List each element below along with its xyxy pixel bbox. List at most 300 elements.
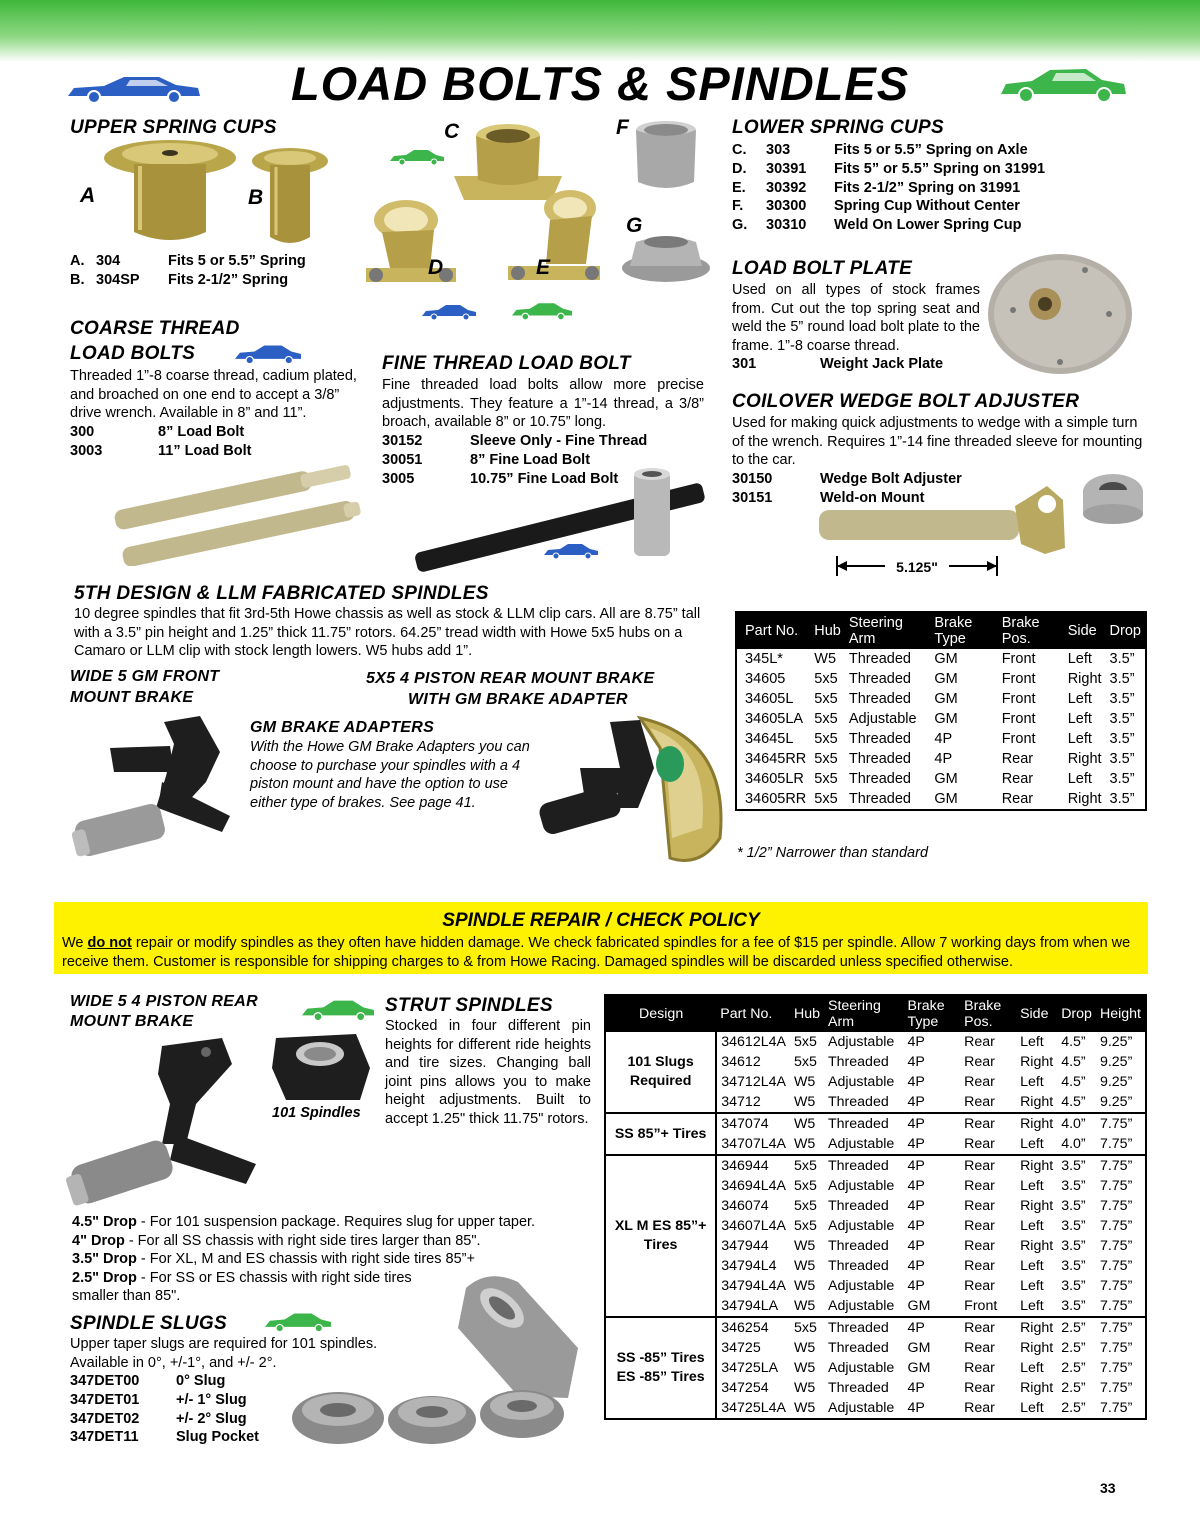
table-cell: Front	[1001, 711, 1036, 727]
spindle-slugs-photo	[288, 1268, 598, 1468]
table-cell: 345L*	[745, 651, 783, 667]
table-cell: 4P	[907, 1178, 925, 1194]
table-cell: 5x5	[814, 751, 838, 767]
table-cell: Rear	[964, 1074, 995, 1090]
table-cell: 34612L4A	[721, 1034, 786, 1050]
table-cell: 2.5”	[1061, 1340, 1086, 1356]
table-cell: 34725LA	[721, 1360, 779, 1376]
design-group-cell: XL M ES 85”+ Tires	[605, 1155, 716, 1317]
blue-race-car-icon	[540, 542, 602, 560]
table-cell: Threaded	[848, 651, 911, 667]
table-cell: 34794L4	[721, 1258, 777, 1274]
table-cell: Rear	[1001, 751, 1034, 767]
column-header: Drop	[1106, 612, 1146, 649]
load-bolt-plate-heading: LOAD BOLT PLATE	[732, 258, 913, 279]
table-cell: Right	[1020, 1380, 1054, 1396]
table-row	[736, 789, 1146, 810]
table-cell: 4P	[904, 1317, 961, 1338]
load-bolt-plate-photo	[985, 250, 1135, 375]
footnote: * 1/2” Narrower than standard	[737, 845, 929, 861]
table-cell: 3.5”	[1109, 671, 1135, 687]
table-cell: 3.5”	[1061, 1178, 1086, 1194]
label-e: E	[536, 256, 551, 279]
blue-race-car-icon	[228, 343, 308, 365]
table-cell: 4P	[904, 1155, 961, 1176]
table-cell: 4P	[907, 1380, 925, 1396]
policy-text-body: repair or modify spindles as they often have hidden damage. We check fabricated spindles for a fee of $15 per spindle. Allow 7 working days from when we receive them. Customer is responsible for shipping charges to & from Howe Racing. Damaged spindles will be discarded unless specified otherwise.	[62, 935, 1131, 970]
table-cell: 34794LA	[721, 1298, 779, 1314]
label-f: F	[616, 116, 629, 139]
table-cell: Rear	[964, 1034, 995, 1050]
table-cell: 346254	[716, 1317, 790, 1338]
table-cell: Threaded	[848, 791, 911, 807]
lower-cups-list	[732, 141, 1045, 235]
table-cell: 5x5	[814, 731, 838, 747]
repair-policy-box	[54, 902, 1148, 974]
table-cell: Left	[1020, 1400, 1044, 1416]
wide5-4piston-heading: WIDE 5 4 PISTON REAR	[70, 993, 258, 1010]
table-cell: Adjustable	[828, 1074, 895, 1090]
table-cell: Right	[1067, 791, 1102, 807]
table-cell: Right	[1020, 1198, 1054, 1214]
table-cell: 5x5	[793, 1198, 817, 1214]
table-cell: W5	[793, 1400, 816, 1416]
load-bolts-heading: LOAD BOLTS	[70, 343, 196, 364]
table-cell: 3.5”	[1057, 1155, 1096, 1176]
table-cell: W5	[793, 1298, 816, 1314]
table-cell: 7.75”	[1099, 1278, 1133, 1294]
list-item: 347DET11 Slug Pocket	[70, 1429, 259, 1446]
table-cell: Left	[1020, 1218, 1044, 1234]
wedge-bolt-adjuster-photo	[815, 460, 1155, 580]
table-cell: GM	[934, 671, 958, 687]
table-cell: Threaded	[824, 1317, 904, 1338]
table-cell: 9.25”	[1099, 1094, 1133, 1110]
strut-spindle-photo	[66, 1034, 266, 1214]
table-cell: 2.5”	[1061, 1360, 1086, 1376]
green-race-car-icon	[298, 998, 378, 1022]
load-bolt-plate-list	[732, 355, 943, 374]
table-cell: 2.5”	[1061, 1380, 1086, 1396]
table-cell: 5x5	[793, 1218, 817, 1234]
table-cell: 3.5”	[1061, 1258, 1086, 1274]
list-item: 4.5" Drop - For 101 suspension package. Requires slug for upper taper.	[72, 1214, 536, 1230]
table-cell: Rear	[964, 1136, 995, 1152]
table-cell: Rear	[1001, 791, 1034, 807]
column-header: Part No.	[736, 612, 810, 649]
table-cell: 34605	[745, 671, 786, 687]
table-cell: 2.5”	[1057, 1317, 1096, 1338]
list-item: C. 303 Fits 5 or 5.5” Spring on Axle	[732, 142, 1028, 158]
table-cell: 4P	[907, 1054, 925, 1070]
table-cell: 5x5	[814, 691, 838, 707]
table-cell: 5x5	[814, 771, 838, 787]
list-item: smaller than 85".	[72, 1288, 181, 1304]
fabricated-spindles-heading: 5TH DESIGN & LLM FABRICATED SPINDLES	[74, 583, 489, 604]
column-header: Hub	[790, 995, 824, 1032]
table-cell: Right	[1016, 1317, 1057, 1338]
inset-label: 101 Spindles	[272, 1105, 361, 1121]
table-cell: Threaded	[828, 1054, 889, 1070]
spindle-slugs-heading: SPINDLE SLUGS	[70, 1313, 227, 1334]
table-cell: Threaded	[828, 1094, 889, 1110]
table-cell: 3.5”	[1061, 1218, 1086, 1234]
list-item: 300 8” Load Bolt	[70, 424, 245, 440]
table-cell: Left	[1020, 1258, 1044, 1274]
table-cell: Adjustable	[848, 711, 917, 727]
upper-spring-cups-heading: UPPER SPRING CUPS	[70, 117, 277, 138]
table-cell: 4P	[907, 1218, 925, 1234]
wide5-gm-heading: WIDE 5 GM FRONT	[70, 668, 220, 685]
table-cell: Rear	[964, 1218, 995, 1234]
table-cell: Left	[1067, 691, 1092, 707]
table-cell: W5	[790, 1113, 824, 1134]
table-cell: Adjustable	[828, 1360, 895, 1376]
table-cell: Front	[964, 1298, 998, 1314]
coilover-heading: COILOVER WEDGE BOLT ADJUSTER	[732, 391, 1080, 412]
rear-mount-spindle-photo	[520, 708, 730, 872]
table-row	[605, 1113, 1146, 1134]
table-cell: Left	[1067, 771, 1092, 787]
table-cell: 34645L	[745, 731, 794, 747]
list-item: 3003 11” Load Bolt	[70, 442, 252, 459]
table-cell: 347254	[721, 1380, 769, 1396]
table-row	[605, 1155, 1146, 1176]
list-item: 30151 Weld-on Mount	[732, 489, 925, 506]
table-cell: 4P	[907, 1198, 925, 1214]
table-cell: 9.25”	[1099, 1034, 1133, 1050]
green-race-car-icon	[388, 148, 446, 166]
gm-brake-adapters-text: With the Howe GM Brake Adapters you can choose to purchase your spindles with a 4 piston mount and have the option to use either type of brakes. See page 41.	[250, 739, 530, 811]
table-cell: 3.5”	[1109, 751, 1135, 767]
column-header: Side	[1016, 995, 1057, 1032]
table-cell: 34605RR	[745, 791, 807, 807]
list-item: 30152 Sleeve Only - Fine Thread	[382, 433, 648, 449]
strut-spindles-table-body	[605, 1032, 1146, 1419]
table-cell: 34612	[721, 1054, 761, 1070]
table-cell: GM	[907, 1298, 931, 1314]
101-spindle-inset-photo	[266, 1028, 376, 1106]
table-cell: 4P	[907, 1034, 925, 1050]
table-cell: Rear	[964, 1400, 995, 1416]
table-cell: Rear	[964, 1198, 995, 1214]
table-cell: Left	[1020, 1074, 1044, 1090]
table-cell: 3.5”	[1109, 691, 1135, 707]
table-cell: 7.75”	[1099, 1400, 1133, 1416]
table-cell: Adjustable	[828, 1034, 895, 1050]
list-item: B. 304SP Fits 2-1/2” Spring	[70, 271, 289, 288]
table-cell: 9.25”	[1099, 1054, 1133, 1070]
table-cell: GM	[934, 791, 958, 807]
table-cell: 3.5”	[1109, 771, 1135, 787]
list-item: 30051 8” Fine Load Bolt	[382, 451, 591, 468]
table-row	[736, 769, 1146, 789]
spring-cup-f-photo	[630, 118, 702, 198]
table-cell: W5	[793, 1074, 816, 1090]
column-header: Steering Arm	[845, 612, 931, 649]
table-cell: Threaded	[824, 1113, 904, 1134]
table-cell: 7.75”	[1099, 1218, 1133, 1234]
design-group-cell: 101 Slugs Required	[605, 1032, 716, 1113]
table-cell: Rear	[964, 1054, 995, 1070]
list-item: 3005 10.75” Fine Load Bolt	[382, 470, 619, 487]
table-cell: 4P	[907, 1074, 925, 1090]
column-header: Part No.	[716, 995, 790, 1032]
list-item: 4" Drop - For all SS chassis with right side tires larger than 85".	[72, 1232, 481, 1249]
rear-mount-heading-2: WITH GM BRAKE ADAPTER	[408, 691, 628, 708]
fabricated-spindles-table	[735, 611, 1147, 811]
table-cell: 4P	[907, 1400, 925, 1416]
table-cell: 3.5”	[1061, 1198, 1086, 1214]
table-cell: 5x5	[793, 1034, 817, 1050]
table-cell: Rear	[964, 1258, 995, 1274]
table-cell: Right	[1020, 1054, 1054, 1070]
column-header: Brake Pos.	[998, 612, 1064, 649]
table-cell: Adjustable	[828, 1298, 895, 1314]
table-cell: Left	[1020, 1298, 1044, 1314]
strut-spindles-heading: STRUT SPINDLES	[385, 995, 553, 1016]
table-row	[736, 729, 1146, 749]
table-cell: Adjustable	[828, 1218, 895, 1234]
table-cell: Rear	[960, 1113, 1016, 1134]
table-cell: Rear	[1001, 771, 1034, 787]
table-cell: 4P	[904, 1113, 961, 1134]
list-item: 301 Weight Jack Plate	[732, 356, 944, 372]
list-item: 30150 Wedge Bolt Adjuster	[732, 471, 962, 487]
table-row	[736, 749, 1146, 769]
column-header: Brake Type	[904, 995, 961, 1032]
table-cell: Right	[1020, 1094, 1054, 1110]
table-cell: 4.5”	[1061, 1054, 1086, 1070]
table-cell: Left	[1067, 711, 1092, 727]
list-item: 347DET02 +/- 2° Slug	[70, 1410, 247, 1427]
table-cell: 7.75”	[1096, 1317, 1146, 1338]
table-cell: Left	[1067, 651, 1092, 667]
coarse-thread-heading: COARSE THREAD	[70, 318, 240, 339]
table-cell: Front	[1001, 691, 1036, 707]
lower-spring-cup-d-photo	[356, 190, 466, 300]
table-cell: Right	[1020, 1340, 1054, 1356]
design-group-cell: SS -85” Tires ES -85” Tires	[605, 1317, 716, 1419]
table-cell: 3.5”	[1109, 711, 1135, 727]
label-c: C	[444, 120, 460, 143]
table-cell: 3.5”	[1061, 1238, 1086, 1254]
table-cell: Rear	[964, 1178, 995, 1194]
table-cell: W5	[793, 1380, 816, 1396]
table-cell: 3.5”	[1061, 1298, 1086, 1314]
table-cell: Adjustable	[828, 1178, 895, 1194]
table-cell: 346944	[716, 1155, 790, 1176]
table-cell: 7.75”	[1096, 1113, 1146, 1134]
table-cell: 4.0”	[1061, 1136, 1086, 1152]
blue-race-car-icon	[420, 303, 478, 321]
table-cell: GM	[934, 691, 958, 707]
table-cell: Left	[1020, 1136, 1044, 1152]
column-header: Brake Pos.	[960, 995, 1016, 1032]
column-header: Hub	[810, 612, 845, 649]
table-cell: Rear	[964, 1278, 995, 1294]
table-cell: 5x5	[814, 791, 838, 807]
table-cell: 34645RR	[745, 751, 807, 767]
table-cell: Left	[1020, 1360, 1044, 1376]
table-cell: 5x5	[793, 1178, 817, 1194]
table-cell: 5x5	[793, 1054, 817, 1070]
table-cell: 34607L4A	[721, 1218, 786, 1234]
upper-spring-cup-a-photo	[100, 136, 240, 248]
table-cell: 34725L4A	[721, 1400, 786, 1416]
list-item: D. 30391 Fits 5” or 5.5” Spring on 31991	[732, 160, 1046, 177]
table-cell: Threaded	[848, 691, 911, 707]
coilover-text: Used for making quick adjustments to wedge with a simple turn of the wrench. Requires 1”-14 fine threaded sleeve for mounting to the car.	[732, 415, 1143, 468]
table-cell: Adjustable	[828, 1136, 895, 1152]
list-item: E. 30392 Fits 2-1/2” Spring on 31991	[732, 179, 1021, 196]
table-cell: Adjustable	[828, 1400, 895, 1416]
table-row	[736, 709, 1146, 729]
table-cell: 9.25”	[1099, 1074, 1133, 1090]
table-cell: Left	[1020, 1278, 1044, 1294]
upper-cups-list	[70, 252, 306, 290]
column-header: Brake Type	[930, 612, 997, 649]
table-cell: 4.5”	[1061, 1034, 1086, 1050]
load-bolt-plate-text: Used on all types of stock frames from. Cut out the top spring seat and weld the 5” round load bolt plate to the frame. 1”-8 coarse thread.	[732, 282, 980, 354]
table-cell: 34707L4A	[721, 1136, 786, 1152]
table-cell: Threaded	[828, 1238, 889, 1254]
table-cell: Threaded	[848, 731, 911, 747]
column-header: Side	[1064, 612, 1106, 649]
table-cell: Adjustable	[828, 1278, 895, 1294]
table-cell: 34605L	[745, 691, 794, 707]
table-cell: 34605LA	[745, 711, 804, 727]
fine-thread-heading: FINE THREAD LOAD BOLT	[382, 353, 631, 374]
wide5-4piston-heading-2: MOUNT BRAKE	[70, 1013, 194, 1030]
table-cell: 4.0”	[1057, 1113, 1096, 1134]
table-cell: 34605LR	[745, 771, 804, 787]
spindle-slugs-list	[70, 1372, 259, 1447]
table-cell: Rear	[964, 1360, 995, 1376]
table-cell: 7.75”	[1099, 1340, 1133, 1356]
table-cell: GM	[907, 1340, 931, 1356]
rear-mount-heading: 5X5 4 PISTON REAR MOUNT BRAKE	[366, 670, 655, 687]
lower-spring-cups-heading: LOWER SPRING CUPS	[732, 117, 945, 138]
design-group-cell: SS 85”+ Tires	[605, 1113, 716, 1155]
table-cell: 7.75”	[1096, 1155, 1146, 1176]
table-cell: 4P	[907, 1258, 925, 1274]
table-cell: W5	[793, 1340, 816, 1356]
list-item: G. 30310 Weld On Lower Spring Cup	[732, 217, 1022, 234]
table-cell: 7.75”	[1099, 1136, 1133, 1152]
table-cell: W5	[814, 651, 837, 667]
policy-text	[54, 932, 1148, 972]
table-cell: W5	[793, 1278, 816, 1294]
table-cell: Right	[1020, 1238, 1054, 1254]
table-cell: Right	[1016, 1113, 1057, 1134]
list-item: 2.5" Drop - For SS or ES chassis with right side tires	[72, 1269, 412, 1286]
table-cell: GM	[934, 651, 958, 667]
green-race-car-icon	[508, 301, 576, 321]
spring-cup-g-photo	[620, 230, 712, 286]
lower-spring-cup-e-photo	[500, 186, 610, 298]
policy-text-lead: We	[62, 935, 88, 951]
table-cell: 34725	[721, 1340, 761, 1356]
table-cell: 3.5”	[1109, 731, 1135, 747]
table-cell: Rear	[964, 1340, 995, 1356]
coarse-thread-text: Threaded 1”-8 coarse thread, cadium plated, and broached on one end to accept a 3/8” drive wrench. Available in 8” and 11”.	[70, 368, 357, 421]
table-cell: 3.5”	[1061, 1278, 1086, 1294]
column-header: Steering Arm	[824, 995, 904, 1032]
fine-thread-text: Fine threaded load bolts allow more precise adjustments. They feature a 1”-14 thread, a 3/8” broach, available 8” or 10.75” long.	[382, 377, 704, 430]
table-cell: W5	[793, 1238, 816, 1254]
table-cell: 5x5	[790, 1317, 824, 1338]
table-cell: 3.5”	[1109, 791, 1135, 807]
spindle-slugs-text: Upper taper slugs are required for 101 spindles. Available in 0°, +/-1°, and +/- 2°.	[70, 1336, 378, 1371]
table-cell: 4P	[934, 751, 953, 767]
table-cell: 34794L4A	[721, 1278, 786, 1294]
fabricated-spindles-text: 10 degree spindles that fit 3rd-5th Howe chassis as well as stock & LLM clip cars. All are 8.75” tall with a 3.5” pin height and 1.25” thick 11.75” rotors. 64.25” tread width with Howe 5x5 hubs on a Camaro or LLM clip with stock length lowers. W5 hubs add 1”.	[74, 606, 701, 659]
table-cell: 347944	[721, 1238, 769, 1254]
top-green-band	[0, 0, 1200, 62]
table-cell: GM	[934, 771, 958, 787]
wide5-gm-heading-2: MOUNT BRAKE	[70, 689, 194, 706]
table-cell: W5	[793, 1094, 816, 1110]
table-header-row	[605, 995, 1146, 1032]
table-cell: GM	[934, 711, 958, 727]
table-cell: Threaded	[824, 1155, 904, 1176]
table-cell: Left	[1067, 731, 1092, 747]
table-cell: 4.5”	[1061, 1094, 1086, 1110]
table-cell: Rear	[964, 1380, 995, 1396]
table-cell: 5x5	[814, 671, 838, 687]
table-cell: Threaded	[848, 751, 911, 767]
table-cell: Right	[1016, 1155, 1057, 1176]
page-title: LOAD BOLTS & SPINDLES	[290, 57, 910, 110]
table-cell: 4P	[907, 1094, 925, 1110]
list-item: F. 30300 Spring Cup Without Center	[732, 198, 1020, 215]
table-cell: W5	[793, 1258, 816, 1274]
column-header: Drop	[1057, 995, 1096, 1032]
table-cell: 5x5	[790, 1155, 824, 1176]
table-cell: 7.75”	[1099, 1380, 1133, 1396]
table-cell: Rear	[964, 1238, 995, 1254]
list-item: A. 304 Fits 5 or 5.5” Spring	[70, 253, 306, 269]
table-cell: Threaded	[848, 771, 911, 787]
table-cell: Rear	[960, 1317, 1016, 1338]
label-g: G	[626, 214, 643, 237]
strut-spindles-table	[604, 994, 1147, 1420]
fabricated-spindles-table-body	[736, 649, 1146, 810]
table-cell: 2.5”	[1061, 1400, 1086, 1416]
table-row	[605, 1317, 1146, 1338]
column-header: Height	[1096, 995, 1146, 1032]
table-row	[736, 669, 1146, 689]
table-row	[736, 689, 1146, 709]
list-item: 347DET01 +/- 1° Slug	[70, 1391, 247, 1408]
table-cell: Front	[1001, 731, 1036, 747]
label-b: B	[248, 186, 264, 209]
list-item: 347DET00 0° Slug	[70, 1373, 226, 1389]
wide5-gm-spindle-photo	[70, 712, 256, 862]
gm-brake-adapters-heading: GM BRAKE ADAPTERS	[250, 719, 435, 736]
table-cell: 4P	[907, 1278, 925, 1294]
dimension-label: 5.125"	[896, 559, 938, 575]
table-cell: 7.75”	[1099, 1238, 1133, 1254]
table-cell: Front	[1001, 671, 1036, 687]
table-cell: 7.75”	[1099, 1178, 1133, 1194]
list-item: 3.5" Drop - For XL, M and ES chassis with right side tires 85”+	[72, 1251, 475, 1267]
table-cell: Threaded	[828, 1380, 889, 1396]
table-cell: Right	[1067, 751, 1102, 767]
table-cell: 4.5”	[1061, 1074, 1086, 1090]
table-cell: 34694L4A	[721, 1178, 786, 1194]
